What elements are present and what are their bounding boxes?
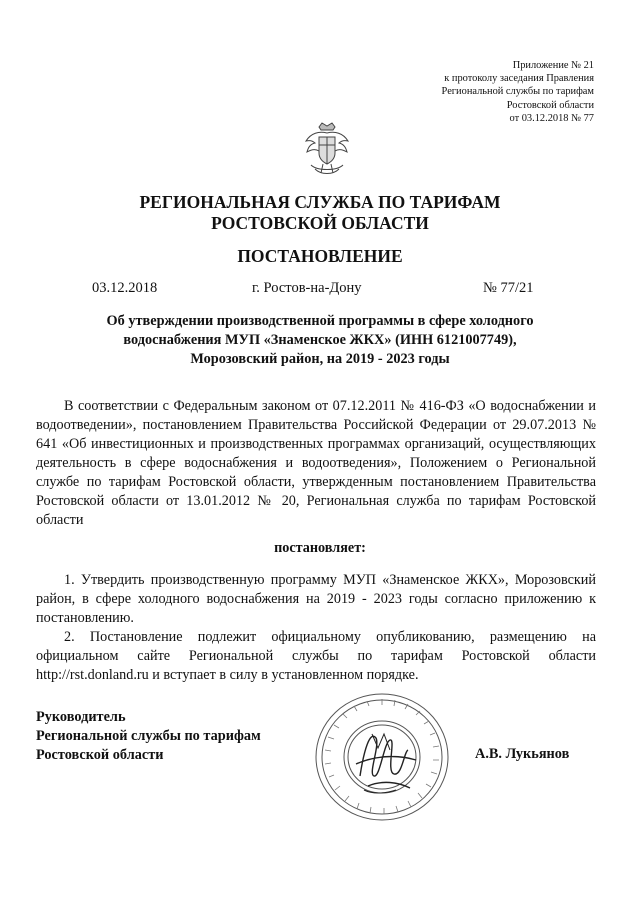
- preamble-paragraph: В соответствии с Федеральным законом от 07.12.2011 № 416-ФЗ «О водоснабжении и водоотведении», постановлением Правительства Российской Федерации от 29.07.2013 № 641 «Об инвестиционных и производственных программах организаций, осуществляющих деятельность в сфере водоснабжения и водоотведения», Положением о Региональной службе по тарифам Ростовской области, утвержденным постановлением Правительства Ростовской области от 13.01.2012 № 20, Региональная служба по тарифам Ростовской области: [36, 398, 596, 528]
- subject-line: Морозовский район, на 2019 - 2023 годы: [190, 351, 450, 367]
- appendix-line: от 03.12.2018 № 77: [509, 112, 594, 124]
- position-line: Ростовской области: [36, 747, 164, 763]
- preamble: [36, 397, 596, 530]
- appendix-note: [442, 59, 594, 125]
- signer-position: [36, 708, 261, 765]
- signer-name: А.В. Лукьянов: [475, 746, 570, 762]
- document-date: 03.12.2018: [92, 280, 158, 296]
- resolution-item: 2. Постановление подлежит официальному опубликованию, размещению на официальном сайте Региональной службы по тарифам Ростовской области http://rst.donland.ru и вступает в силу в установленном порядке.: [36, 629, 596, 683]
- org-line: РЕГИОНАЛЬНАЯ СЛУЖБА ПО ТАРИФАМ: [139, 192, 501, 212]
- document-city: г. Ростов-на-Дону: [252, 280, 362, 296]
- document-type: ПОСТАНОВЛЕНИЕ: [237, 246, 403, 266]
- resolves-heading: постановляет:: [274, 540, 366, 556]
- org-line: РОСТОВСКОЙ ОБЛАСТИ: [211, 213, 429, 233]
- resolution-item: 1. Утвердить производственную программу МУП «Знаменское ЖКХ», Морозовский район, в сфере холодного водоснабжения на 2019 - 2023 годы согласно приложению к постановлению.: [36, 572, 596, 626]
- appendix-line: Региональной службы по тарифам: [441, 86, 594, 98]
- resolution-items: [36, 571, 596, 685]
- appendix-line: Ростовской области: [506, 99, 594, 111]
- appendix-line: к протоколу заседания Правления: [444, 73, 594, 85]
- coat-of-arms-icon: [297, 121, 357, 179]
- subject-line: Об утверждении производственной программы в сфере холодного: [106, 313, 534, 329]
- organization-name: [0, 192, 640, 234]
- position-line: Руководитель: [36, 709, 126, 725]
- document-subject: [0, 312, 640, 369]
- appendix-line: Приложение № 21: [512, 60, 594, 71]
- document-number: № 77/21: [483, 280, 534, 296]
- subject-line: водоснабжения МУП «Знаменское ЖКХ» (ИНН 6121007749),: [123, 332, 517, 348]
- position-line: Региональной службы по тарифам: [36, 728, 261, 744]
- official-seal-icon: [312, 690, 452, 825]
